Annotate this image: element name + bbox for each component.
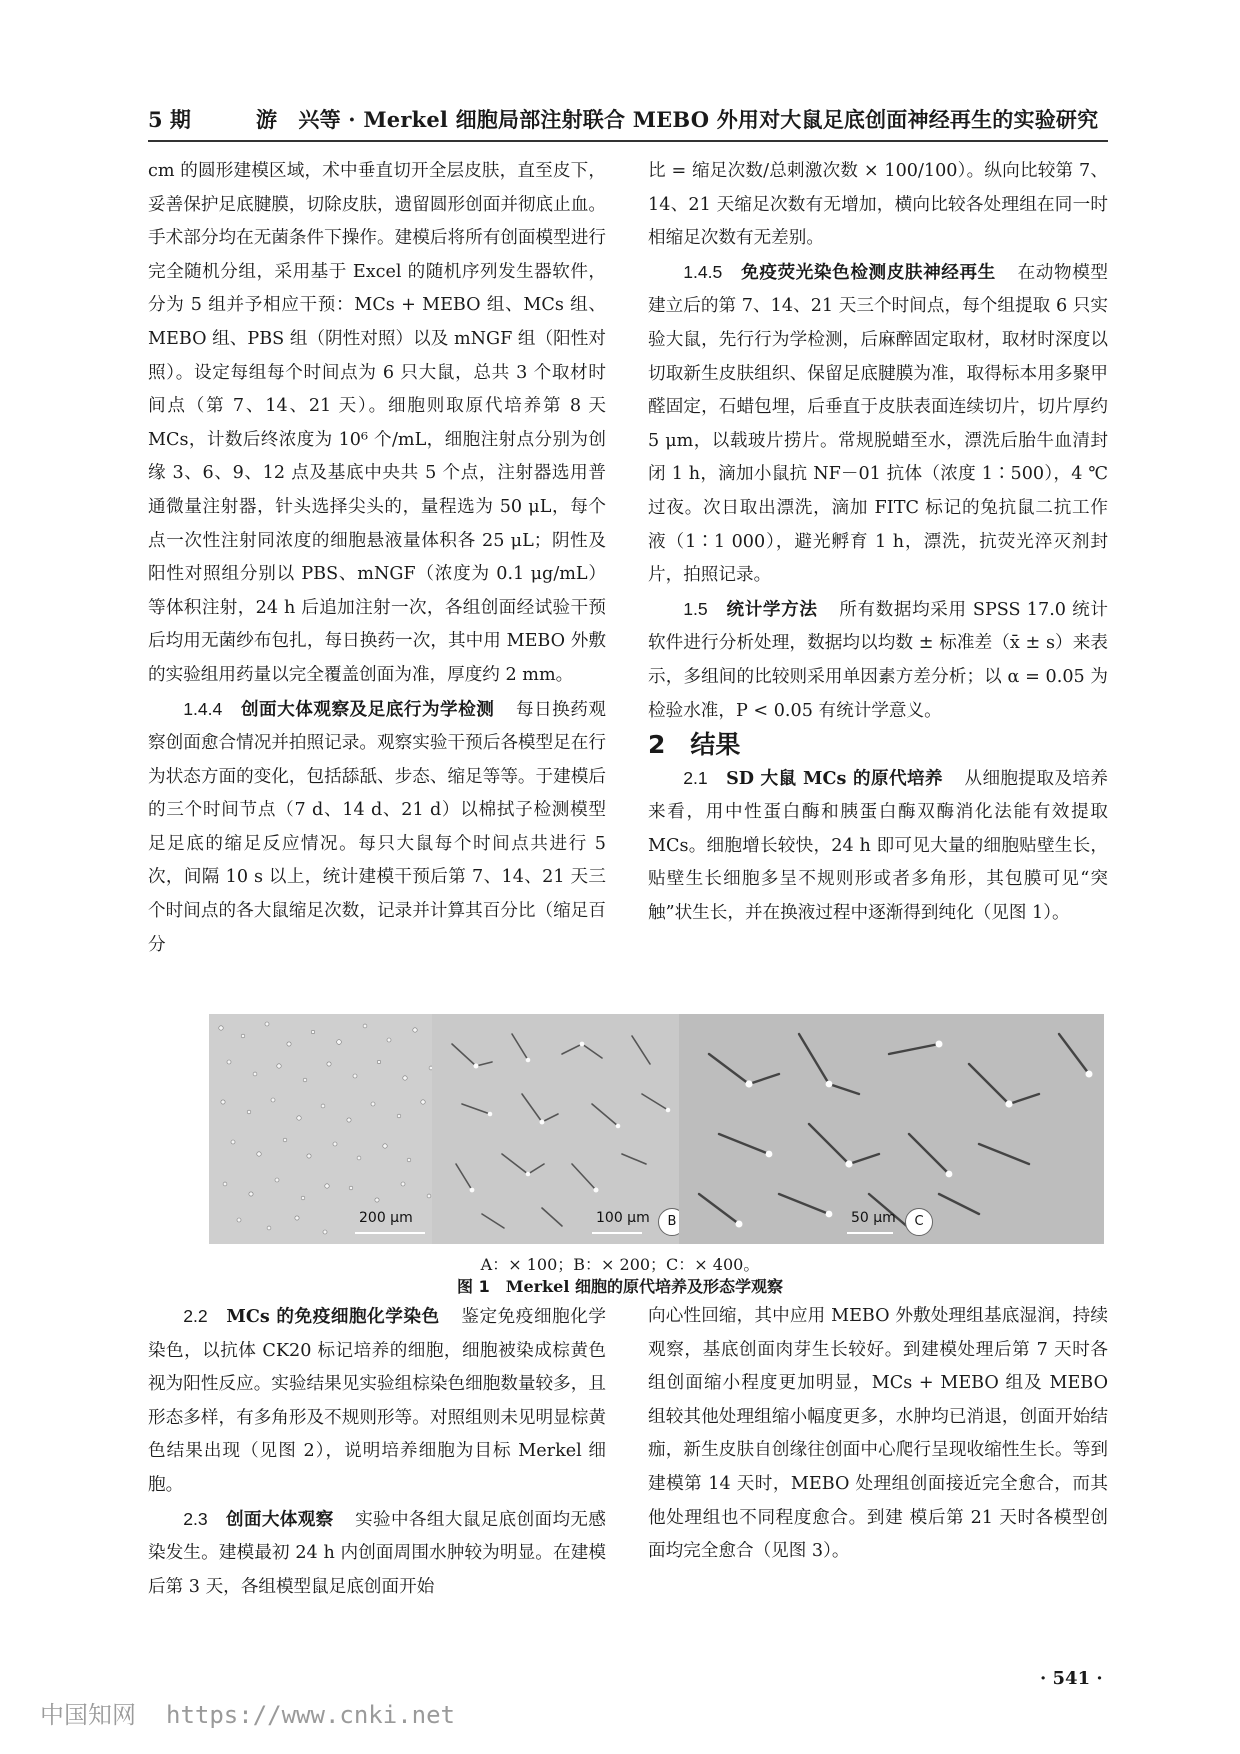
section-2-number: 2 (648, 730, 666, 760)
section-text: 每日换药观察创面愈合情况并拍照记录。观察实验干预后各模型足在行为状态方面的变化，包括舔舐、步态、缩足等等。于建模后的三个时间节点（7 d、14 d、21 d）以棉拭子检测模型足足底的缩足反应情况。每只大鼠每个时间点共进行 5 次，间隔 10 s 以上，统计建模干预后第 7、14、21 天三个时间点的各大鼠缩足次数，记录并计算其百分比（缩足百分 (148, 699, 606, 955)
section-number: 2.1 (683, 767, 708, 788)
scale-bar (592, 1232, 642, 1234)
section-2-title (648, 728, 1108, 762)
running-header (148, 100, 1098, 134)
micrograph-b (432, 1014, 692, 1244)
section-number: 1.4.5 (683, 261, 723, 282)
paragraph-healing: 向心性回缩，其中应用 MEBO 外敷处理组基底湿润，持续观察，基底创面肉芽生长较好。到建模处理后第 7 天时各组创面缩小程度更加明显，MCs + MEBO 组及 MEBO 组较其他处理组缩小幅度更多，水肿均已消退，创面开始结痂，新生皮肤自创缘往创面中心爬行呈现收缩性生长。等到建模第 14 天时，MEBO 处理组创面接近完全愈合，而其他处理组也不同程度愈合。到建 模后第 21 天时各模型创面均完全愈合（见图 3）。 (648, 1306, 1108, 1562)
section-text: 鉴定免疫细胞化学染色，以抗体 CK20 标记培养的细胞，细胞被染成棕黄色视为阳性反应。实验结果见实验组棕染色细胞数量较多，且形态多样，有多角形及不规则形等。对照组则未见明显棕黄色结果出现（见图 2），说明培养细胞为目标 Merkel 细胞。 (148, 1307, 606, 1495)
issue-number: 5 期 (148, 107, 191, 132)
scale-label: 100 μm (596, 1210, 650, 1226)
right-column-bottom (648, 1300, 1108, 1569)
watermark-site: 中国知网 (40, 1701, 136, 1729)
section-text: 所有数据均采用 SPSS 17.0 统计软件进行分析处理，数据均以均数 ± 标准差（x̄ ± s）来表示，多组间的比较则采用单因素方差分析；以 α = 0.05 为检验水准，P < 0.05 有统计学意义。 (648, 599, 1108, 721)
paragraph-continuation: 比 = 缩足次数/总刺激次数 × 100/100）。纵向比较第 7、14、21 天缩足次数有无增加，横向比较各处理组在同一时相缩足次数有无差别。 (648, 161, 1108, 249)
figure-panel-b (432, 1014, 692, 1244)
panel-label: C (905, 1208, 933, 1236)
header-rule (148, 140, 1108, 142)
figure-panel-c (679, 1014, 1104, 1244)
section-heading: 创面大体观察及足底行为学检测 (240, 698, 495, 720)
scale-bar (355, 1232, 425, 1234)
section-1-5 (648, 593, 1108, 728)
left-column-bottom (148, 1300, 606, 1604)
watermark-url: https://www.cnki.net (166, 1701, 455, 1729)
scale-bar (847, 1232, 893, 1234)
left-column-top (148, 155, 606, 962)
section-2-heading: 结果 (690, 730, 741, 760)
section-heading: SD 大鼠 MCs 的原代培养 (726, 767, 943, 789)
section-1-4-4 (148, 693, 606, 963)
section-text: 从细胞提取及培养来看，用中性蛋白酶和胰蛋白酶双酶消化法能有效提取 MCs。细胞增长较快，24 h 即可见大量的细胞贴壁生长，贴壁生长细胞多呈不规则形或者多角形，其包膜可见“突触”状生长，并在换液过程中逐渐得到纯化（见图 1）。 (648, 768, 1108, 924)
section-1-4-5 (648, 256, 1108, 593)
figure-caption (0, 1274, 1240, 1297)
cnki-watermark (40, 1695, 455, 1730)
right-column-top (648, 155, 1108, 931)
scale-label: 50 μm (851, 1210, 896, 1226)
figure-1 (209, 1014, 1104, 1244)
section-text: 在动物模型建立后的第 7、14、21 天三个时间点，每个组提取 6 只实验大鼠，先行行为学检测，后麻醉固定取材，取材时深度以切取新生皮肤组织、保留足底腱膜为准，取得标本用多聚甲醛固定，石蜡包埋，后垂直于皮肤表面连续切片，切片厚约 5 μm，以载玻片捞片。常规脱蜡至水，漂洗后胎牛血清封闭 1 h，滴加小鼠抗 NF－01 抗体（浓度 1∶500），4 ℃过夜。次日取出漂洗，滴加 FITC 标记的兔抗鼠二抗工作液（1∶1 000），避光孵育 1 h，漂洗，抗荧光淬灭剂封片，拍照记录。 (648, 262, 1108, 586)
section-number: 1.5 (683, 598, 708, 619)
figure-label: 图 1 (457, 1277, 490, 1296)
section-heading: 统计学方法 (726, 598, 818, 620)
section-heading: 免疫荧光染色检测皮肤神经再生 (741, 261, 996, 283)
section-2-1 (648, 762, 1108, 931)
panel-label: B (658, 1208, 686, 1236)
paragraph-modeling: cm 的圆形建模区域，术中垂直切开全层皮肤，直至皮下，妥善保护足底腱膜，切除皮肤，遗留圆形创面并彻底止血。手术部分均在无菌条件下操作。建模后将所有创面模型进行完全随机分组，采用基于 Excel 的随机序列发生器软件，分为 5 组并予相应干预：MCs + MEBO 组、MCs 组、MEBO 组、PBS 组（阴性对照）以及 mNGF 组（阳性对照）。设定每组每个时间点为 6 只大鼠，总共 3 个取材时间点（第 7、14、21 天）。细胞则取原代培养第 8 天 MCs，计数后终浓度为 10⁶ 个/mL，细胞注射点分别为创缘 3、6、9、12 点及基底中央共 5 个点，注射器选用普通微量注射器，针头选择尖头的，量程选为 50 μL，每个点一次性注射同浓度的细胞悬液量体积各 25 μL；阴性及阳性对照组分别以 PBS、mNGF（浓度为 0.1 μg/mL）等体积注射，24 h 后追加注射一次，各组创面经试验干预后均用无菌纱布包扎，每日换药一次，其中用 MEBO 外敷的实验组用药量以完全覆盖创面为准，厚度约 2 mm。 (148, 161, 606, 685)
figure-magnification-note: A：× 100；B：× 200；C：× 400。 (480, 1255, 760, 1274)
scale-label: 200 μm (359, 1210, 413, 1226)
section-2-3 (148, 1503, 606, 1605)
section-text: 实验中各组大鼠足底创面均无感染发生。建模最初 24 h 内创面周围水肿较为明显。在建模后第 3 天，各组模型鼠足底创面开始 (148, 1509, 606, 1597)
section-heading: 创面大体观察 (225, 1508, 334, 1530)
section-number: 1.4.4 (183, 698, 223, 719)
section-number: 2.2 (183, 1306, 208, 1326)
section-2-2 (148, 1300, 606, 1503)
page-number: · 541 · (1040, 1668, 1103, 1689)
section-heading: MCs 的免疫细胞化学染色 (226, 1306, 440, 1327)
section-number: 2.3 (183, 1508, 208, 1529)
figure-caption-text: Merkel 细胞的原代培养及形态学观察 (505, 1277, 783, 1296)
running-title: 游 兴等 · Merkel 细胞局部注射联合 MEBO 外用对大鼠足底创面神经再生的实验研究 (256, 107, 1099, 132)
